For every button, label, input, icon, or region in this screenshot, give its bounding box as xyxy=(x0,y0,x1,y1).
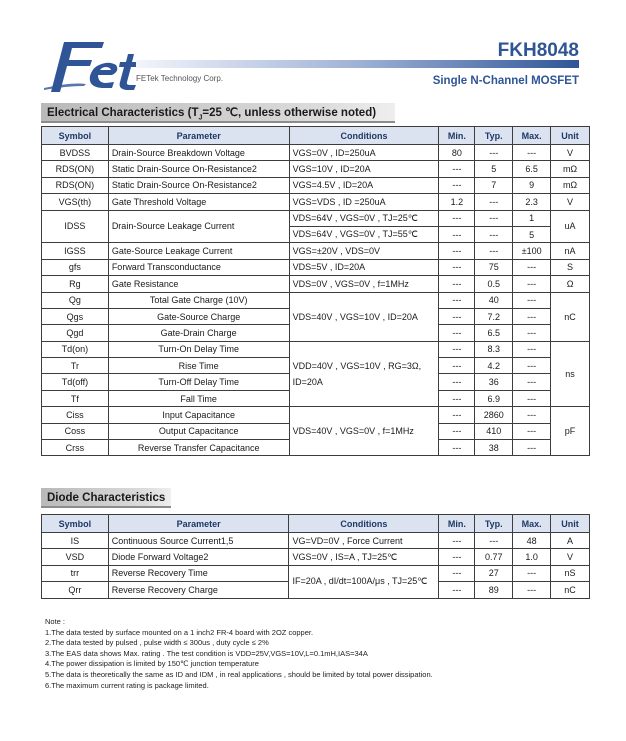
diode-characteristics-heading: Diode Characteristics xyxy=(41,488,171,508)
min-cell: --- xyxy=(439,374,475,390)
table-row xyxy=(42,276,590,292)
column-header: Typ. xyxy=(475,127,513,145)
device-subtitle: Single N-Channel MOSFET xyxy=(432,75,579,87)
conditions-cell: VDD=40V , VGS=10V , RG=3Ω, xyxy=(289,358,439,374)
parameter-cell: Input Capacitance xyxy=(108,407,289,423)
column-header: Typ. xyxy=(475,515,513,533)
symbol-cell: IS xyxy=(42,533,109,549)
notes-block xyxy=(45,617,433,691)
min-cell: 1.2 xyxy=(439,194,475,210)
company-name: FETek Technology Corp. xyxy=(136,74,224,83)
max-cell: --- xyxy=(513,325,551,341)
symbol-cell: VGS(th) xyxy=(42,194,109,210)
table-row xyxy=(42,292,590,308)
parameter-cell: Static Drain-Source On-Resistance2 xyxy=(108,177,289,193)
max-cell: --- xyxy=(513,276,551,292)
typ-cell: 7 xyxy=(475,177,513,193)
parameter-cell: Gate Threshold Voltage xyxy=(108,194,289,210)
min-cell: --- xyxy=(439,390,475,406)
conditions-cell: VGS=10V , ID=20A xyxy=(289,161,439,177)
typ-cell: 0.77 xyxy=(475,549,513,565)
typ-cell: 0.5 xyxy=(475,276,513,292)
unit-cell: Ω xyxy=(551,276,590,292)
table-row xyxy=(42,177,590,193)
max-cell: 6.5 xyxy=(513,161,551,177)
table-row xyxy=(42,565,590,581)
table-row xyxy=(42,210,590,226)
unit-cell: nC xyxy=(551,582,590,598)
symbol-cell: Qg xyxy=(42,292,109,308)
max-cell: 1.0 xyxy=(513,549,551,565)
table-header-row xyxy=(42,515,590,533)
column-header: Parameter xyxy=(108,127,289,145)
max-cell: 5 xyxy=(513,226,551,242)
symbol-cell: Qgs xyxy=(42,308,109,324)
symbol-cell: BVDSS xyxy=(42,145,109,161)
symbol-cell: Tr xyxy=(42,358,109,374)
symbol-cell: Qgd xyxy=(42,325,109,341)
min-cell: --- xyxy=(439,582,475,598)
max-cell: --- xyxy=(513,390,551,406)
typ-cell: 8.3 xyxy=(475,341,513,357)
note-line: 3.The EAS data shows Max. rating . The test condition is VDD=25V,VGS=10V,L=0.1mH,IAS=34A xyxy=(45,648,368,658)
typ-cell: 36 xyxy=(475,374,513,390)
conditions-cell: VDS=40V , VGS=10V , ID=20A xyxy=(289,292,439,341)
symbol-cell: Qrr xyxy=(42,582,109,598)
conditions-cell: VGS=±20V , VDS=0V xyxy=(289,243,439,259)
conditions-cell: VGS=0V , ID=250uA xyxy=(289,145,439,161)
typ-cell: 4.2 xyxy=(475,358,513,374)
note-line: 2.The data tested by pulsed , pulse width ≤ 300us , duty cycle ≤ 2% xyxy=(45,638,269,648)
typ-cell: --- xyxy=(475,194,513,210)
min-cell: --- xyxy=(439,358,475,374)
unit-cell: nC xyxy=(551,292,590,341)
min-cell: --- xyxy=(439,226,475,242)
typ-cell: --- xyxy=(475,243,513,259)
symbol-cell: RDS(ON) xyxy=(42,177,109,193)
symbol-cell: trr xyxy=(42,565,109,581)
column-header: Max. xyxy=(513,127,551,145)
min-cell: 80 xyxy=(439,145,475,161)
table-row xyxy=(42,533,590,549)
note-line: 5.The data is theoretically the same as ID and IDM , in real applications , should be limited by total power dissipation. xyxy=(45,669,433,679)
column-header: Parameter xyxy=(108,515,289,533)
unit-cell: nA xyxy=(551,243,590,259)
table-row xyxy=(42,390,590,406)
parameter-cell: Gate-Source Charge xyxy=(108,308,289,324)
typ-cell: 410 xyxy=(475,423,513,439)
symbol-cell: Ciss xyxy=(42,407,109,423)
symbol-cell: Tf xyxy=(42,390,109,406)
conditions-cell xyxy=(289,390,439,406)
unit-cell: V xyxy=(551,549,590,565)
parameter-cell: Reverse Transfer Capacitance xyxy=(108,440,289,456)
conditions-cell: VDS=64V , VGS=0V , TJ=55℃ xyxy=(289,226,439,242)
min-cell: --- xyxy=(439,325,475,341)
conditions-cell: VGS=0V , IS=A , TJ=25℃ xyxy=(289,549,439,565)
max-cell: --- xyxy=(513,308,551,324)
typ-cell: 75 xyxy=(475,259,513,275)
part-number: FKH8048 xyxy=(497,40,579,61)
typ-cell: 2860 xyxy=(475,407,513,423)
min-cell: --- xyxy=(439,565,475,581)
column-header: Conditions xyxy=(289,127,439,145)
parameter-cell: Drain-Source Breakdown Voltage xyxy=(108,145,289,161)
symbol-cell: IGSS xyxy=(42,243,109,259)
conditions-cell: IF=20A , dI/dt=100A/μs , TJ=25℃ xyxy=(289,565,439,598)
conditions-cell: VDS=40V , VGS=0V , f=1MHz xyxy=(289,407,439,456)
min-cell: --- xyxy=(439,161,475,177)
parameter-cell: Turn-On Delay Time xyxy=(108,341,289,357)
conditions-cell: VDS=64V , VGS=0V , TJ=25℃ xyxy=(289,210,439,226)
column-header: Min. xyxy=(439,127,475,145)
max-cell: --- xyxy=(513,292,551,308)
parameter-cell: Fall Time xyxy=(108,390,289,406)
parameter-cell: Continuous Source Current1,5 xyxy=(108,533,289,549)
electrical-characteristics-heading: Electrical Characteristics ($T_J=25$ ℃, unless otherwise noted) xyxy=(41,103,395,123)
note-line: Note : xyxy=(45,617,66,626)
electrical-characteristics-table xyxy=(41,126,590,456)
symbol-cell: Td(off) xyxy=(42,374,109,390)
parameter-cell: Static Drain-Source On-Resistance2 xyxy=(108,161,289,177)
typ-cell: 27 xyxy=(475,565,513,581)
unit-cell: pF xyxy=(551,407,590,456)
min-cell: --- xyxy=(439,549,475,565)
symbol-cell: Td(on) xyxy=(42,341,109,357)
unit-cell: A xyxy=(551,533,590,549)
max-cell: --- xyxy=(513,145,551,161)
table-row xyxy=(42,341,590,357)
table-row xyxy=(42,243,590,259)
conditions-cell: VDS=0V , VGS=0V , f=1MHz xyxy=(289,276,439,292)
min-cell: --- xyxy=(439,407,475,423)
max-cell: --- xyxy=(513,374,551,390)
min-cell: --- xyxy=(439,440,475,456)
min-cell: --- xyxy=(439,177,475,193)
parameter-cell: Total Gate Charge (10V) xyxy=(108,292,289,308)
conditions-cell: VG=VD=0V , Force Current xyxy=(289,533,439,549)
typ-cell: --- xyxy=(475,210,513,226)
unit-cell: nS xyxy=(551,565,590,581)
parameter-cell: Diode Forward Voltage2 xyxy=(108,549,289,565)
table-row xyxy=(42,374,590,390)
parameter-cell: Forward Transconductance xyxy=(108,259,289,275)
conditions-cell xyxy=(289,341,439,357)
symbol-cell: VSD xyxy=(42,549,109,565)
max-cell: --- xyxy=(513,423,551,439)
parameter-cell: Output Capacitance xyxy=(108,423,289,439)
min-cell: --- xyxy=(439,423,475,439)
table-row xyxy=(42,407,590,423)
parameter-cell: Gate Resistance xyxy=(108,276,289,292)
typ-cell: 7.2 xyxy=(475,308,513,324)
typ-cell: 6.5 xyxy=(475,325,513,341)
conditions-cell: VDS=5V , ID=20A xyxy=(289,259,439,275)
parameter-cell: Turn-Off Delay Time xyxy=(108,374,289,390)
max-cell: --- xyxy=(513,440,551,456)
typ-cell: 89 xyxy=(475,582,513,598)
column-header: Unit xyxy=(551,515,590,533)
max-cell: --- xyxy=(513,407,551,423)
column-header: Symbol xyxy=(42,127,109,145)
typ-cell: --- xyxy=(475,145,513,161)
note-line: 6.The maximum current rating is package limited. xyxy=(45,680,209,690)
max-cell: --- xyxy=(513,582,551,598)
table-row xyxy=(42,161,590,177)
column-header: Max. xyxy=(513,515,551,533)
symbol-cell: RDS(ON) xyxy=(42,161,109,177)
parameter-cell: Reverse Recovery Charge xyxy=(108,582,289,598)
symbol-cell: gfs xyxy=(42,259,109,275)
table-row xyxy=(42,358,590,374)
min-cell: --- xyxy=(439,341,475,357)
parameter-cell: Gate-Source Leakage Current xyxy=(108,243,289,259)
min-cell: --- xyxy=(439,243,475,259)
unit-cell: S xyxy=(551,259,590,275)
parameter-cell: Drain-Source Leakage Current xyxy=(108,210,289,243)
unit-cell: V xyxy=(551,194,590,210)
min-cell: --- xyxy=(439,276,475,292)
unit-cell: ns xyxy=(551,341,590,407)
table-row xyxy=(42,259,590,275)
typ-cell: 40 xyxy=(475,292,513,308)
max-cell: 9 xyxy=(513,177,551,193)
max-cell: 48 xyxy=(513,533,551,549)
parameter-cell: Gate-Drain Charge xyxy=(108,325,289,341)
unit-cell: V xyxy=(551,145,590,161)
symbol-cell: Rg xyxy=(42,276,109,292)
column-header: Conditions xyxy=(289,515,439,533)
max-cell: 2.3 xyxy=(513,194,551,210)
symbol-cell: IDSS xyxy=(42,210,109,243)
typ-cell: 38 xyxy=(475,440,513,456)
typ-cell: --- xyxy=(475,226,513,242)
min-cell: --- xyxy=(439,259,475,275)
max-cell: 1 xyxy=(513,210,551,226)
typ-cell: 6.9 xyxy=(475,390,513,406)
typ-cell: --- xyxy=(475,533,513,549)
column-header: Unit xyxy=(551,127,590,145)
note-line: 1.The data tested by surface mounted on a 1 inch2 FR-4 board with 2OZ copper. xyxy=(45,627,314,637)
note-line: 4.The power dissipation is limited by 150℃ junction temperature xyxy=(45,659,259,669)
conditions-cell: VGS=4.5V , ID=20A xyxy=(289,177,439,193)
min-cell: --- xyxy=(439,533,475,549)
diode-characteristics-table xyxy=(41,514,590,599)
table-row xyxy=(42,194,590,210)
min-cell: --- xyxy=(439,308,475,324)
max-cell: --- xyxy=(513,565,551,581)
symbol-cell: Coss xyxy=(42,423,109,439)
conditions-cell: ID=20A xyxy=(289,374,439,390)
unit-cell: uA xyxy=(551,210,590,243)
conditions-cell: VGS=VDS , ID =250uA xyxy=(289,194,439,210)
max-cell: ±100 xyxy=(513,243,551,259)
symbol-cell: Crss xyxy=(42,440,109,456)
parameter-cell: Reverse Recovery Time xyxy=(108,565,289,581)
table-row xyxy=(42,145,590,161)
max-cell: --- xyxy=(513,259,551,275)
parameter-cell: Rise Time xyxy=(108,358,289,374)
unit-cell: mΩ xyxy=(551,161,590,177)
column-header: Min. xyxy=(439,515,475,533)
min-cell: --- xyxy=(439,210,475,226)
table-header-row xyxy=(42,127,590,145)
min-cell: --- xyxy=(439,292,475,308)
typ-cell: 5 xyxy=(475,161,513,177)
column-header: Symbol xyxy=(42,515,109,533)
table-row xyxy=(42,549,590,565)
max-cell: --- xyxy=(513,358,551,374)
unit-cell: mΩ xyxy=(551,177,590,193)
max-cell: --- xyxy=(513,341,551,357)
